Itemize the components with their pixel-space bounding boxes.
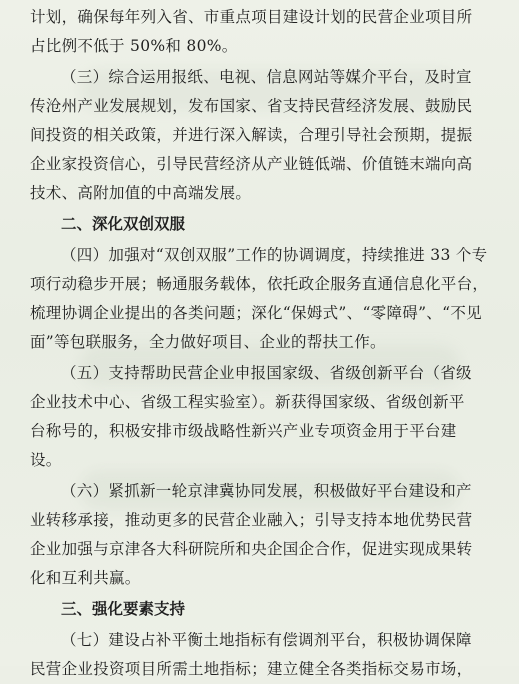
text-line: 梳理协调企业提出的各类问题；深化“保姆式”、“零障碍”、“不见 bbox=[30, 304, 482, 322]
text-line: 间投资的相关政策，并进行深入解读，合理引导社会预期，提振 bbox=[30, 126, 473, 144]
text-line: 技术、高附加值的中高端发展。 bbox=[30, 184, 252, 202]
text-line: （六）紧抓新一轮京津冀协同发展，积极做好平台建设和产 bbox=[61, 482, 472, 500]
text-line: 占比例不低于 50%和 80%。 bbox=[30, 37, 238, 55]
text-line: 民营企业投资项目所需土地指标；建立健全各类指标交易市场， bbox=[30, 660, 473, 678]
text-line: 台称号的，积极安排市级战略性新兴产业专项资金用于平台建 bbox=[30, 422, 457, 440]
text-line: 设。 bbox=[30, 451, 62, 469]
text-line: 项行动稳步开展；畅通服务载体，依托政企服务直通信息化平台， bbox=[30, 275, 489, 293]
text-line: 企业家投资信心，引导民营经济从产业链低端、价值链末端向高 bbox=[30, 155, 473, 173]
text-line: （三）综合运用报纸、电视、信息网站等媒介平台，及时宣 bbox=[61, 68, 472, 86]
text-line: 面”等包联服务，全力做好项目、企业的帮扶工作。 bbox=[30, 333, 386, 351]
text-line: 计划，确保每年列入省、市重点项目建设计划的民营企业项目所 bbox=[30, 8, 473, 26]
section-heading: 三、强化要素支持 bbox=[61, 600, 186, 618]
text-line: 企业加强与京津各大科研院所和央企国企合作，促进实现成果转 bbox=[30, 540, 473, 558]
text-line: （四）加强对“双创双服”工作的协调调度，持续推进 33 个专 bbox=[61, 246, 488, 264]
text-line: （五）支持帮助民营企业申报国家级、省级创新平台（省级 bbox=[61, 364, 472, 382]
text-line: 企业技术中心、省级工程实验室）。新获得国家级、省级创新平 bbox=[30, 393, 465, 411]
text-line: （七）建设占补平衡土地指标有偿调剂平台，积极协调保障 bbox=[61, 631, 472, 649]
text-line: 传沧州产业发展规划，发布国家、省支持民营经济发展、鼓励民 bbox=[30, 97, 473, 115]
text-line: 化和互利共赢。 bbox=[30, 569, 141, 587]
section-heading: 二、深化双创双服 bbox=[61, 215, 186, 233]
document-body bbox=[30, 0, 500, 684]
text-line: 业转移承接，推动更多的民营企业融入；引导支持本地优势民营 bbox=[30, 511, 473, 529]
